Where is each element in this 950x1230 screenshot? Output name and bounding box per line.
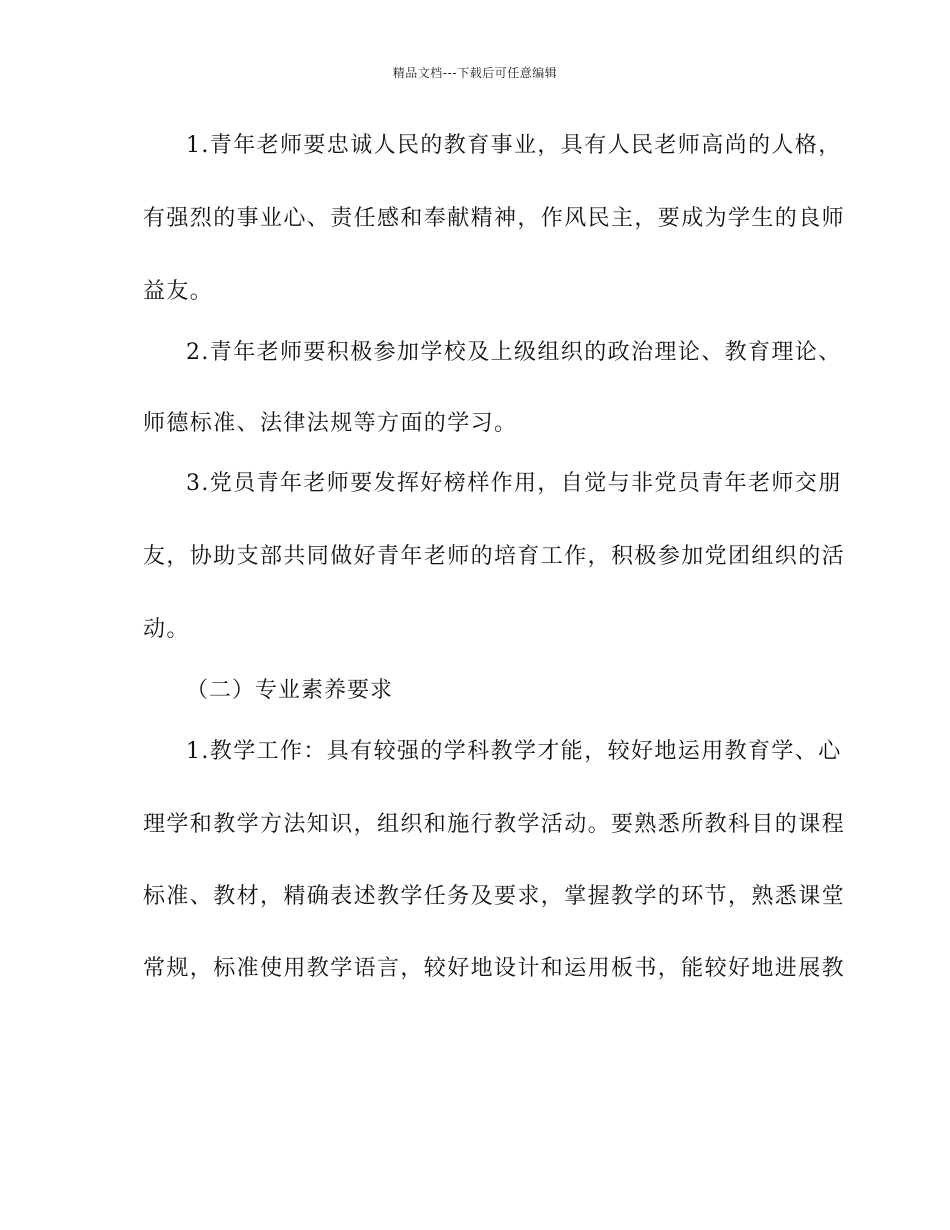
paragraph-line: 友，协助支部共同做好青年老师的培育工作，积极参加党团组织的活 <box>143 544 846 569</box>
paragraph-line: 有强烈的事业心、责任感和奉献精神，作风民主，要成为学生的良师 <box>143 206 846 231</box>
section-heading: （二）专业素养要求 <box>186 678 394 703</box>
paragraph-line: 2.青年老师要积极参加学校及上级组织的政治理论、教育理论、 <box>186 340 842 365</box>
paragraph-line: 益友。 <box>143 279 214 304</box>
paragraph-line: 常规，标准使用教学语言，较好地设计和运用板书，能较好地进展教 <box>143 956 846 981</box>
paragraph-line: 标准、教材，精确表述教学任务及要求，掌握教学的环节，熟悉课堂 <box>143 884 846 909</box>
paragraph-line: 1.青年老师要忠诚人民的教育事业，具有人民老师高尚的人格， <box>186 133 842 158</box>
paragraph-line: 1.教学工作：具有较强的学科教学才能，较好地运用教育学、心 <box>186 739 842 764</box>
paragraph-line: 理学和教学方法知识，组织和施行教学活动。要熟悉所教科目的课程 <box>143 812 846 837</box>
paragraph-line: 师德标准、法律法规等方面的学习。 <box>143 411 518 436</box>
paragraph-line: 动。 <box>143 617 190 642</box>
paragraph-line: 3.党员青年老师要发挥好榜样作用，自觉与非党员青年老师交朋 <box>186 471 842 496</box>
page-header: 精品文档---下载后可任意编辑 <box>392 66 558 80</box>
